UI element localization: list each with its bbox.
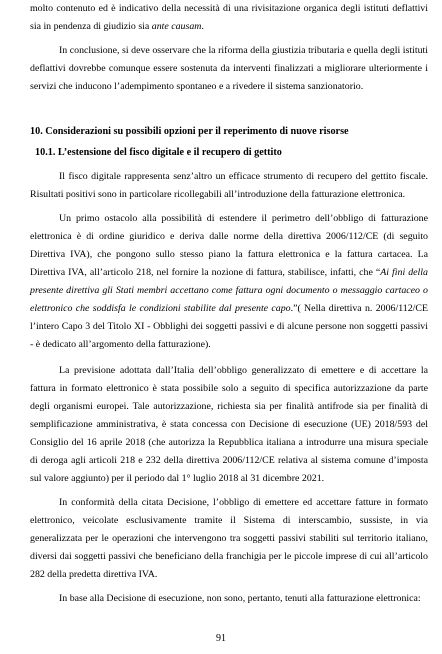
italic-phrase: ante causam: [151, 21, 202, 32]
paragraph-ostacolo: [30, 210, 428, 354]
paragraph-continuation: [30, 0, 428, 36]
paragraph-fisco-digitale: Il fisco digitale rappresenta senz’altro un efficace strumento di recupero del gettito fiscale. Risultati positivi sono in particolare ricollegabili all’introduzione della fatturazione elettronica.: [30, 171, 428, 200]
paragraph-base-decisione: In base alla Decisione di esecuzione, non sono, pertanto, tenuti alla fatturazione elettronica:: [59, 593, 421, 604]
paragraph-previsione: La previsione adottata dall’Italia dell’obbligo generalizzato di emettere e di accettare la fattura in formato elettronico è stata possibile solo a seguito di specifica autorizzazione da parte degli organismi europei. Tale autorizzazione, richiesta sia per finalità antifrode sia per finalità di semplificazione amministrativa, è stata concessa con Decisione di esecuzione (UE) 2018/593 del Consiglio del 16 aprile 2018 (che autorizza la Repubblica italiana a introdurre una misura speciale di deroga agli articoli 218 e 232 della direttiva 2006/112/CE relativa al sistema comune d’imposta sul valore aggiunto) per il periodo dal 1° luglio 2018 al 31 dicembre 2021.: [30, 365, 428, 484]
paragraph-text: .: [201, 21, 204, 32]
italic-quote: Ai fini della presente direttiva gli Stati membri accettano come fattura ogni documento o messaggio cartaceo o elettronico che soddisfa le condizioni stabilite dal presente capo: [30, 267, 428, 314]
page-number: 91: [216, 633, 226, 644]
subsection-heading: 10.1. L’estensione del fisco digitale e il recupero di gettito: [35, 147, 282, 158]
paragraph-text: Un primo ostacolo alla possibilità di estendere il perimetro dell’obbligo di fatturazione elettronica è di ordine giuridico e deriva dalle norme della direttiva 2006/112/CE (di seguito Direttiva IVA), che pongono sullo stesso piano la fattura elettronica e la fattura cartacea. La Direttiva IVA, all’articolo 218, nel fornire la nozione di fattura, stabilisce, infatti, che “: [30, 213, 428, 278]
paragraph-text: molto contenuto ed è indicativo della necessità di una rivisitazione organica degli istituti deflattivi sia in pendenza di giudizio sia: [30, 3, 428, 32]
paragraph-text: .”( Nella direttiva n. 2006/112/CE l’intero Capo 3 del Titolo XI - Obblighi dei soggetti passivi e di alcune persone non soggetti passivi - è dedicato all’argomento della fatturazione).: [30, 303, 429, 350]
section-heading: 10. Considerazioni su possibili opzioni per il reperimento di nuove risorse: [30, 126, 349, 137]
paragraph-conformita: In conformità della citata Decisione, l’obbligo di emettere ed accettare fatture in formato elettronico, veicolate esclusivamente tramite il Sistema di interscambio, sussiste, in via generalizzata per le operazioni che intervengono tra soggetti passivi stabiliti sul territorio italiano, diversi dai soggetti passivi che beneficiano della franchigia per le piccole imprese di cui all’articolo 282 della predetta direttiva IVA.: [30, 497, 428, 580]
paragraph-conclusion: In conclusione, si deve osservare che la riforma della giustizia tributaria e quella degli istituti deflattivi dovrebbe comunque essere sostenuta da interventi finalizzati a migliorare ulteriormente i servizi che inducono l’adempimento spontaneo e a rivedere il sistema sanzionatorio.: [30, 45, 428, 92]
